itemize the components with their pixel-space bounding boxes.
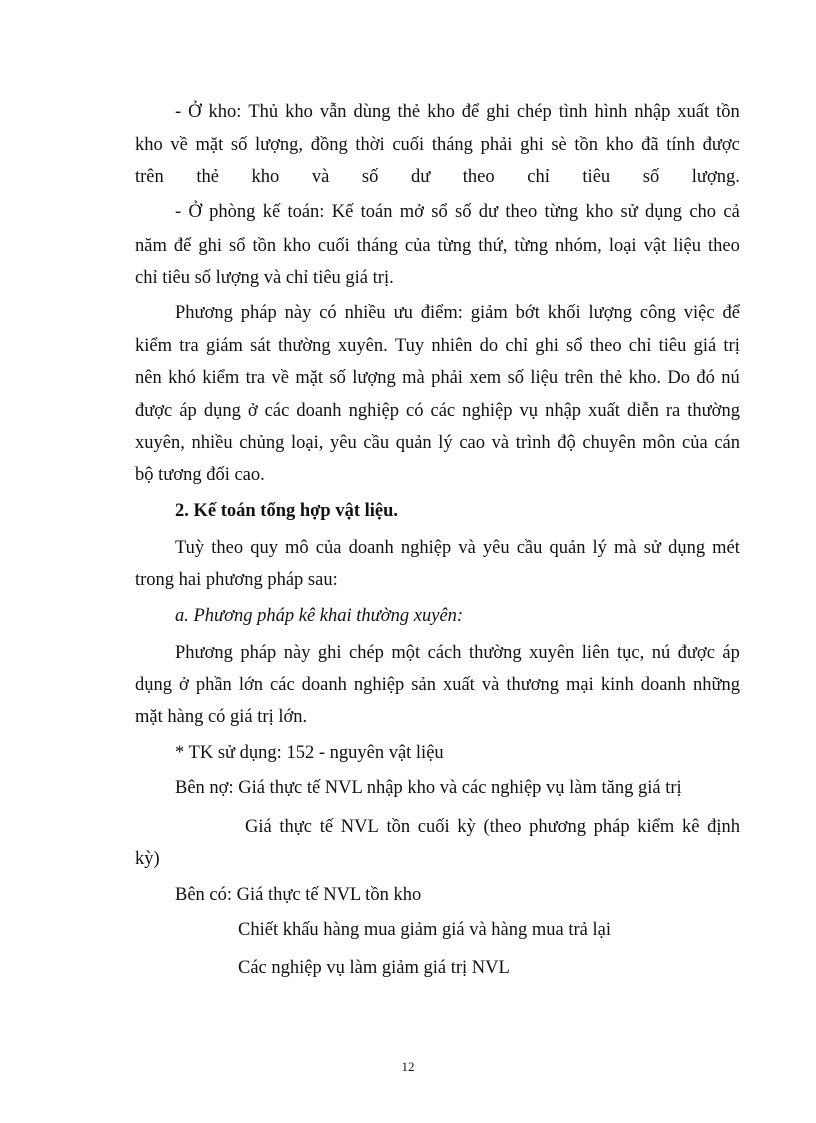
text-line: mặt hàng có giá trị lớn. xyxy=(135,707,308,727)
text-line: năm để ghi sổ tồn kho cuối tháng của từng thứ, từng nhóm, loại vật liệu theo xyxy=(135,236,740,256)
text-line: 2. Kế toán tổng hợp vật liệu. xyxy=(175,501,399,521)
text-line: Giá thực tế NVL tồn cuối kỳ (theo phương pháp kiểm kê định xyxy=(245,817,740,837)
text-line: xuyên, nhiều chủng loại, yêu cầu quản lý cao và trình độ chuyên môn của cán xyxy=(135,433,740,453)
page-number: 12 xyxy=(401,1059,415,1074)
text-line: trong hai phương pháp sau: xyxy=(135,570,338,590)
text-line: được áp dụng ở các doanh nghiệp có các nghiệp vụ nhập xuất diễn ra thường xyxy=(135,401,740,421)
text-line: Bên nợ: Giá thực tế NVL nhập kho và các nghiệp vụ làm tăng giá trị xyxy=(175,778,682,798)
text-line: Bên có: Giá thực tế NVL tồn kho xyxy=(175,885,422,905)
text-line: Phương pháp này có nhiều ưu điểm: giảm bớt khối lượng công việc để xyxy=(175,303,740,323)
text-line: bộ tương đối cao. xyxy=(135,465,265,485)
text-line: - Ở kho: Thủ kho vẫn dùng thẻ kho để ghi chép tình hình nhập xuất tồn xyxy=(175,102,740,122)
text-line: - Ở phòng kế toán: Kế toán mở sổ số dư theo từng kho sử dụng cho cả xyxy=(175,202,740,222)
text-line: * TK sử dụng: 152 - nguyên vật liệu xyxy=(175,743,444,763)
text-line: nên khó kiểm tra về mặt số lượng mà phải xem số liệu trên thẻ kho. Do đó nú xyxy=(135,368,740,388)
text-line: kiểm tra giám sát thường xuyên. Tuy nhiên do chỉ ghi sổ theo chỉ tiêu giá trị xyxy=(135,336,740,356)
text-line: chỉ tiêu số lượng và chỉ tiêu giá trị. xyxy=(135,268,394,288)
text-line: Phương pháp này ghi chép một cách thường xuyên liên tục, nú được áp xyxy=(175,643,740,663)
text-line: Chiết khấu hàng mua giảm giá và hàng mua trả lại xyxy=(238,920,611,940)
text-line: a. Phương pháp kê khai thường xuyên: xyxy=(175,606,464,626)
text-line: Các nghiệp vụ làm giảm giá trị NVL xyxy=(238,958,510,978)
text-line: dụng ở phần lớn các doanh nghiệp sản xuất và thương mại kinh doanh những xyxy=(135,675,740,695)
text-line: kho về mặt số lượng, đồng thời cuối tháng phải ghi sè tồn kho đã tính được xyxy=(135,135,740,155)
text-line: kỳ) xyxy=(135,849,160,869)
text-line: trên thẻ kho và số dư theo chỉ tiêu số lượng. xyxy=(135,167,740,187)
text-line: Tuỳ theo quy mô của doanh nghiệp và yêu cầu quản lý mà sử dụng mét xyxy=(175,538,740,558)
